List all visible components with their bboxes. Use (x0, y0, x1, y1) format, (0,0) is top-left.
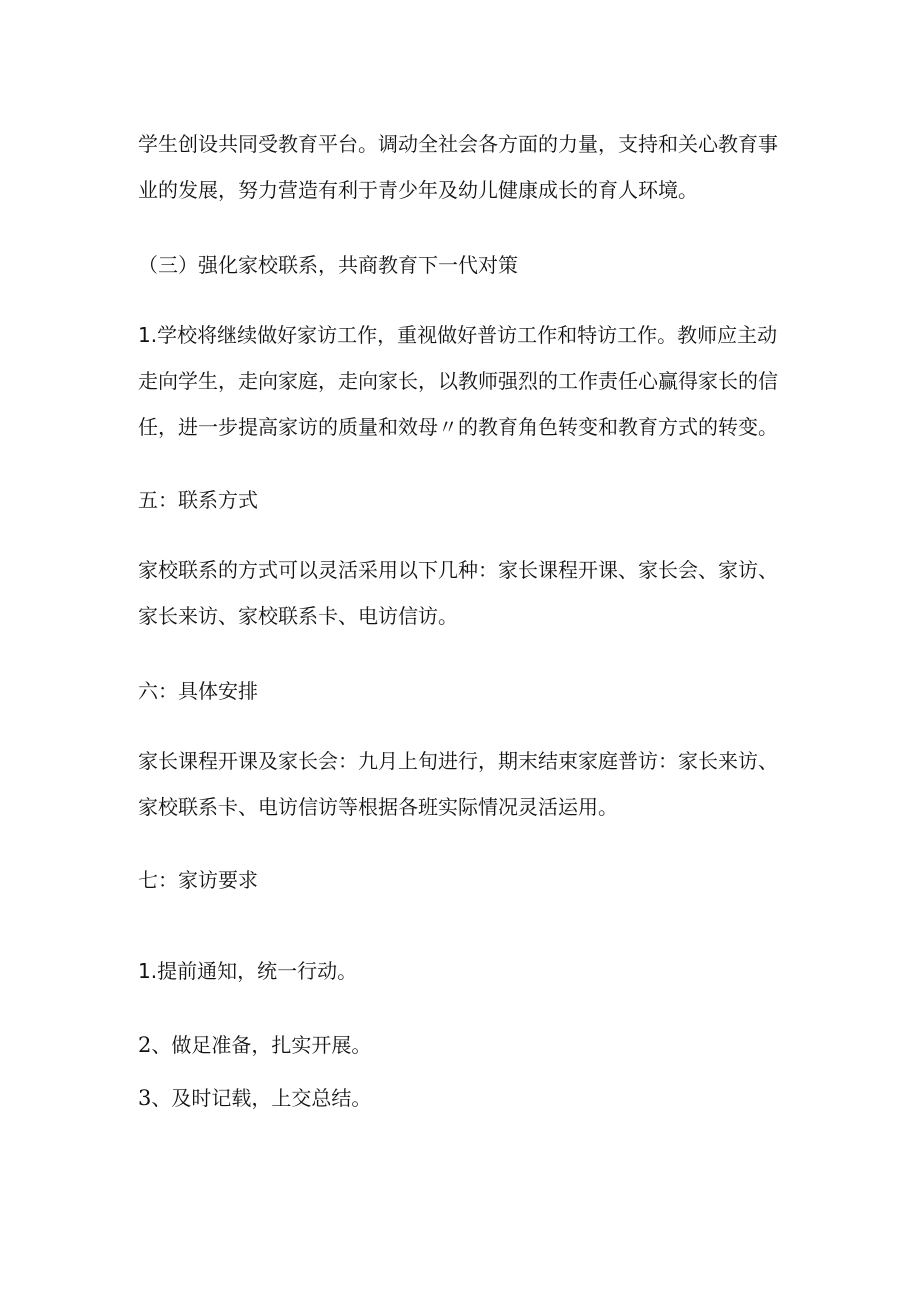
paragraph-line: 家校联系的方式可以灵活采用以下几种：家长课程开课、家长会、家访、 (138, 558, 778, 582)
paragraph-line: 学生创设共同受教育平台。调动全社会各方面的力量，支持和关心教育事 (138, 132, 778, 156)
list-item-text: 、及时记载，上交总结。 (151, 1086, 372, 1110)
list-item-number: 2 (138, 1033, 152, 1057)
list-item-1: 1.提前通知，统一行动。 (138, 959, 358, 983)
section-heading-3: （三）强化家校联系，共商教育下一代对策 (138, 253, 518, 277)
section-heading-7: 七：家访要求 (138, 868, 258, 892)
section-heading-6: 六：具体安排 (138, 679, 258, 703)
list-item-3 (138, 1083, 798, 1113)
paragraph-line: 家校联系卡、电访信访等根据各班实际情况灵活运用。 (138, 795, 618, 819)
list-item-number: 3 (138, 1086, 152, 1110)
paragraph-line: 走向学生，走向家庭，走向家长，以教师强烈的工作责任心赢得家长的信 (138, 369, 778, 393)
paragraph-line: 业的发展，努力营造有利于青少年及幼儿健康成长的育人环境。 (138, 178, 698, 202)
list-item-2 (138, 1030, 798, 1060)
paragraph-line: 1.学校将继续做好家访工作，重视做好普访工作和特访工作。教师应主动 (138, 323, 778, 347)
paragraph-line: 家长来访、家校联系卡、电访信访。 (138, 604, 458, 628)
paragraph-home-visit (138, 312, 798, 450)
paragraph-platform (138, 121, 798, 213)
paragraph-line: 家长课程开课及家长会：九月上旬进行，期末结束家庭普访：家长来访、 (138, 749, 778, 773)
section-heading-5: 五：联系方式 (138, 488, 258, 512)
list-item-text: 、做足准备，扎实开展。 (151, 1033, 372, 1057)
paragraph-contact-methods (138, 547, 798, 639)
paragraph-arrangement (138, 738, 798, 830)
paragraph-line: 任，进一步提高家访的质量和效母〃的教育角色转变和教育方式的转变。 (138, 415, 778, 439)
